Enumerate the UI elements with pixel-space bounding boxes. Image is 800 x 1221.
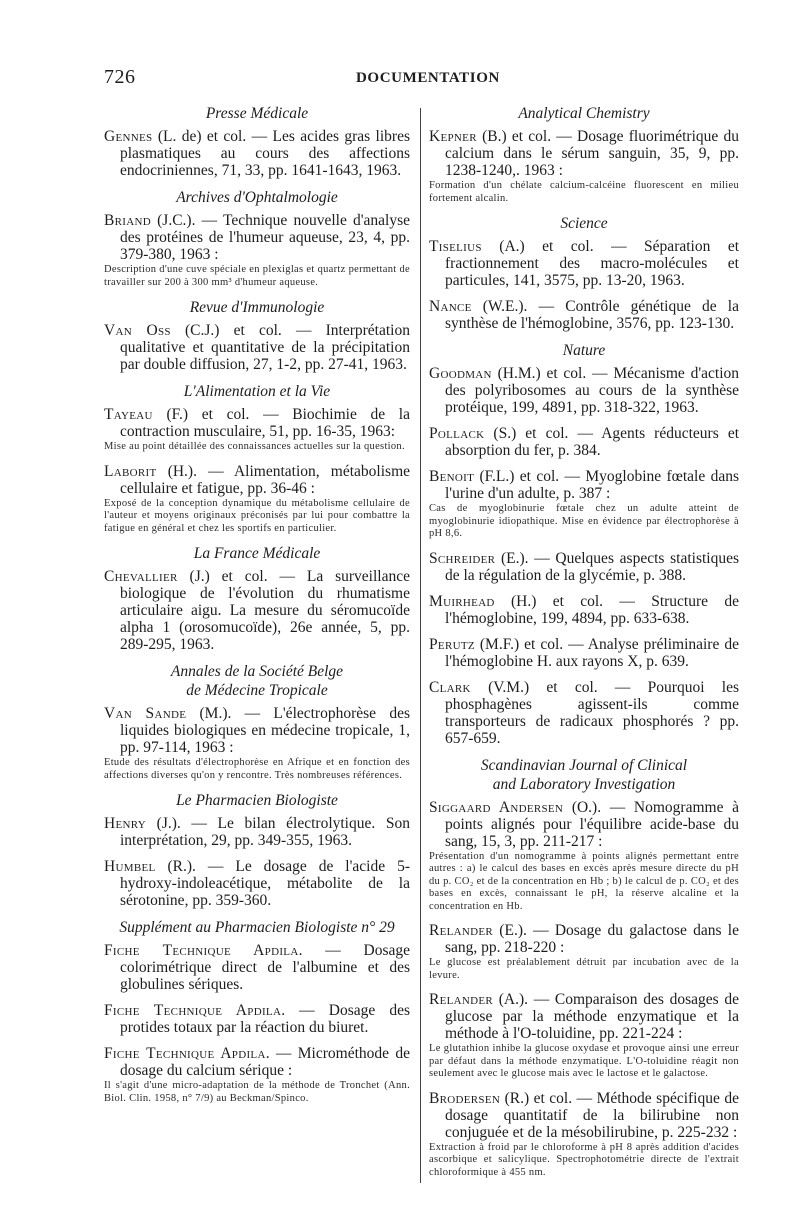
citation-text: (E.). — Dosage du galactose dans le sang, pp. 218-220 : <box>445 922 739 956</box>
bibliography-entry <box>429 636 739 670</box>
journal-title-line: Le Pharmacien Biologiste <box>176 792 338 809</box>
author-name: Nance <box>429 298 472 315</box>
bibliography-entry <box>429 365 739 416</box>
journal-title <box>429 104 739 123</box>
citation <box>429 922 739 956</box>
author-name: Van Oss <box>104 322 171 339</box>
journal-title <box>104 298 410 317</box>
author-name: Fiche Technique Apdila <box>104 942 299 959</box>
journal-title <box>104 104 410 123</box>
citation-text: (A.). — Comparaison des dosages de glucose par la méthode enzymatique et la méthode à l'O-toluidine, pp. 221-224 : <box>445 991 739 1042</box>
author-name: Fiche Technique Apdila <box>104 1002 282 1019</box>
author-name: Benoit <box>429 468 475 485</box>
journal-section <box>104 918 410 1105</box>
citation <box>429 238 739 289</box>
abstract-note: Le glucose est préalablement détruit par incubation avec de la levure. <box>429 957 739 981</box>
citation-text: (J.). — Le bilan électrolytique. Son interprétation, 29, pp. 349-355, 1963. <box>120 815 410 849</box>
bibliography-entry <box>429 593 739 627</box>
author-name: Siggaard Andersen <box>429 798 564 816</box>
bibliography-entry <box>104 322 410 373</box>
citation <box>429 799 739 850</box>
journal-section <box>429 756 739 1180</box>
author-name: Schreider <box>429 549 496 567</box>
journal-title-line: Analytical Chemistry <box>518 105 650 122</box>
citation <box>429 128 739 179</box>
citation-text: (E.). — Quelques aspects statistiques de la régulation de la glycémie, p. 388. <box>445 549 739 584</box>
bibliography-entry <box>429 799 739 914</box>
citation <box>429 550 739 584</box>
author-name: Fiche Technique Apdila <box>104 1045 266 1062</box>
citation-text: (R.). — Le dosage de l'acide 5-hydroxy-indoleacétique, métabolite de la sérotonine, pp. 359-360. <box>120 858 410 909</box>
author-name: Clark <box>429 678 471 696</box>
citation-text: (L. de) et col. — Les acides gras libres plasmatiques au cours des affections endocriniennes, 71, 33, pp. 1641-1643, 1963. <box>120 128 410 179</box>
journal-title-line: La France Médicale <box>193 545 321 562</box>
journal-title-line: Revue d'Immunologie <box>189 299 325 316</box>
bibliography-entry <box>429 425 739 459</box>
abstract-note: Extraction à froid par le chloroforme à pH 8 après addition d'acides ascorbique et salicylique. Spectrophotométrie directe de l'extrait chloroformique à 455 nm. <box>429 1141 739 1178</box>
journal-section <box>104 104 410 179</box>
bibliography-entry <box>104 1002 410 1036</box>
abstract-note: Le glutathion inhibe la glucose oxydase et provoque ainsi une erreur par défaut dans la méthode enzymatique. L'O-toluidine réagit non seulement avec le glucose mais avec le lactose et le galactose. <box>429 1043 739 1079</box>
citation-text: (J.) et col. — La surveillance biologique de l'évolution du rhumatisme articulaire aigu. La mesure du séromucoïde alpha 1 (orosomucoïde), 26e année, 5, pp. 289-295, 1963. <box>120 568 410 653</box>
journal-title-line: Annales de la Société Belge <box>170 663 344 680</box>
abstract-note: Etude des résultats d'électrophorèse en Afrique et en fonction des affections diverses qu'on y rencontre. Très nombreuses références. <box>104 757 410 781</box>
journal-section <box>429 104 739 205</box>
citation <box>429 636 739 670</box>
citation <box>429 1090 739 1141</box>
citation <box>429 468 739 502</box>
author-name: Relander <box>429 922 494 939</box>
bibliography-entry <box>429 991 739 1081</box>
citation <box>429 593 739 627</box>
author-name: Briand <box>104 212 151 229</box>
bibliography-entry <box>104 406 410 454</box>
citation <box>104 1002 410 1036</box>
bibliography-entry <box>104 212 410 289</box>
citation <box>104 1045 410 1079</box>
journal-title-line: Scandinavian Journal of Clinical <box>480 756 688 774</box>
citation-text: (W.E.). — Contrôle génétique de la synthèse de l'hémoglobine, 3576, pp. 123-130. <box>445 298 739 332</box>
journal-title-line: L'Alimentation et la Vie <box>183 383 331 400</box>
journal-title-line: Presse Médicale <box>205 105 309 122</box>
author-name: Pollack <box>429 425 485 442</box>
citation-text: (H.). — Alimentation, métabolisme cellulaire et fatigue, pp. 36-46 : <box>120 462 410 497</box>
citation <box>104 212 410 263</box>
author-name: Chevallier <box>104 568 178 585</box>
citation-text: (B.) et col. — Dosage fluorimétrique du calcium dans le sérum sanguin, 35, 9, pp. 1238-1240,. 1963 : <box>445 128 739 179</box>
citation-text: (J.C.). — Technique nouvelle d'analyse des protéines de l'humeur aqueuse, 23, 4, pp. 379-380, 1963 : <box>120 212 410 263</box>
citation-text: (A.) et col. — Séparation et fractionnement des macro-molécules et particules, 141, 3575, pp. 13-20, 1963. <box>445 238 739 289</box>
citation <box>429 365 739 416</box>
citation-text: . — Dosage des protides totaux par la réaction du biuret. <box>120 1002 410 1036</box>
author-name: Goodman <box>429 365 492 382</box>
author-name: Tiselius <box>429 238 482 255</box>
bibliography-entry <box>104 705 410 782</box>
citation-text: (S.) et col. — Agents réducteurs et absorption du fer, p. 384. <box>445 425 739 459</box>
journal-title-line: and Laboratory Investigation <box>492 775 676 793</box>
citation-text: (V.M.) et col. — Pourquoi les phosphagènes agissent-ils comme transporteurs de radicaux phosphorés ? pp. 657-659. <box>445 678 739 747</box>
journal-title <box>104 382 410 401</box>
journal-section <box>104 662 410 782</box>
author-name: Laborit <box>104 462 157 480</box>
author-name: Henry <box>104 815 147 832</box>
citation-text: (M.F.) et col. — Analyse préliminaire de l'hémoglobine H. aux rayons X, p. 639. <box>445 635 739 670</box>
bibliography-entry <box>104 815 410 849</box>
citation-text: (C.J.) et col. — Interprétation qualitative et quantitative de la précipitation par double diffusion, 27, 1-2, pp. 27-41, 1963. <box>120 322 410 373</box>
citation-text: (H.) et col. — Structure de l'hémoglobine, 199, 4894, pp. 633-638. <box>445 592 739 627</box>
journal-section <box>429 341 739 747</box>
journal-title <box>429 214 739 233</box>
citation-text: (M.). — L'électrophorèse des liquides biologiques en médecine tropicale, 1, pp. 97-114, 1963 : <box>120 705 410 756</box>
bibliography-entry <box>429 128 739 205</box>
journal-title <box>104 544 410 563</box>
author-name: Perutz <box>429 635 475 653</box>
journal-section <box>104 791 410 909</box>
citation <box>104 568 410 653</box>
journal-title <box>104 188 410 207</box>
bibliography-entry <box>104 858 410 909</box>
bibliography-entry <box>429 468 739 541</box>
author-name: Relander <box>429 991 494 1008</box>
right-column <box>429 104 739 1188</box>
citation <box>104 942 410 993</box>
journal-title-line: Science <box>560 215 608 232</box>
journal-title-line: Archives d'Ophtalmologie <box>176 189 338 206</box>
journal-title <box>104 791 410 810</box>
journal-section <box>104 298 410 373</box>
citation <box>104 858 410 909</box>
author-name: Humbel <box>104 858 156 875</box>
bibliography-entry <box>429 679 739 747</box>
author-name: Muirhead <box>429 592 495 610</box>
journal-title-line: Supplément au Pharmacien Biologiste n° 29 <box>119 919 395 936</box>
citation <box>429 991 739 1042</box>
abstract-note: Description d'une cuve spéciale en plexiglas et quartz permettant de travailler sur 200 à 300 mm³ d'humeur aqueuse. <box>104 264 410 288</box>
journal-title <box>429 756 739 794</box>
citation-text: . — Microméthode de dosage du calcium sérique : <box>120 1045 410 1079</box>
bibliography-entry <box>429 238 739 289</box>
bibliography-entry <box>429 550 739 584</box>
abstract-note: Cas de myoglobinurie fœtale chez un adulte atteint de myoglobinurie idiopathique. Mise en évidence par électrophorèse à pH 8,6. <box>429 503 739 539</box>
author-name: Van Sande <box>104 705 187 722</box>
citation-text: (O.). — Nomogramme à points alignés pour l'équilibre acide-base du sang, 15, 3, pp. 211-217 : <box>445 798 739 850</box>
citation <box>104 128 410 179</box>
journal-title <box>104 918 410 937</box>
journal-title <box>429 341 739 360</box>
citation <box>104 815 410 849</box>
left-column <box>104 104 410 1114</box>
citation-text: (F.) et col. — Biochimie de la contraction musculaire, 51, pp. 16-35, 1963: <box>120 406 410 440</box>
journal-section <box>104 544 410 653</box>
bibliography-entry <box>429 922 739 982</box>
journal-title-line: Nature <box>562 342 606 359</box>
bibliography-entry <box>104 463 410 536</box>
journal-section <box>429 214 739 332</box>
journal-section <box>104 382 410 535</box>
bibliography-entry <box>429 1090 739 1180</box>
page-number: 726 <box>104 66 136 88</box>
column-divider <box>420 108 421 1183</box>
citation <box>429 425 739 459</box>
bibliography-entry <box>429 298 739 332</box>
abstract-note: Exposé de la conception dynamique du métabolisme cellulaire de l'auteur et moyens originaux préconisés par lui pour combattre la fatigue en général et chez les sportifs en particulier. <box>104 497 410 534</box>
running-title: DOCUMENTATION <box>356 70 500 86</box>
author-name: Kepner <box>429 128 477 145</box>
journal-title-line: de Médecine Tropicale <box>186 682 328 699</box>
abstract-note: Il s'agit d'une micro-adaptation de la méthode de Tronchet (Ann. Biol. Clin. 1958, n° 7/9) au Beckman/Spinco. <box>104 1080 410 1104</box>
citation-text: (F.L.) et col. — Myoglobine fœtale dans l'urine d'un adulte, p. 387 : <box>445 468 739 502</box>
journal-section <box>104 188 410 289</box>
citation <box>104 463 410 497</box>
citation-text: (R.) et col. — Méthode spécifique de dosage quantitatif de la bilirubine non conjuguée et de la mésobilirubine, p. 225-232 : <box>445 1089 739 1141</box>
journal-title <box>104 662 410 700</box>
citation <box>104 705 410 756</box>
abstract-note: Présentation d'un nomogramme à points alignés permettant entre autres : a) le calcul des bases en excès après mesure directe du pH du p. CO₂ et de la concentration en Hb ; b) le calcul de p. CO₂ et des bases en excès, connaissant le pH, la réserve alcaline et la concentration en Hb. <box>429 850 739 912</box>
citation-text: (H.M.) et col. — Mécanisme d'action des polyribosomes au cours de la synthèse protéique, 199, 4891, pp. 318-322, 1963. <box>445 365 739 416</box>
citation-text: . — Dosage colorimétrique direct de l'albumine et des globulines sériques. <box>120 942 410 993</box>
author-name: Tayeau <box>104 406 153 423</box>
author-name: Gennes <box>104 128 153 145</box>
citation <box>104 406 410 440</box>
citation <box>429 298 739 332</box>
bibliography-entry <box>104 1045 410 1105</box>
author-name: Brodersen <box>429 1089 501 1107</box>
bibliography-entry <box>104 942 410 993</box>
citation <box>104 322 410 373</box>
bibliography-entry <box>104 128 410 179</box>
bibliography-entry <box>104 568 410 653</box>
citation <box>429 679 739 747</box>
abstract-note: Mise au point détaillée des connaissances actuelles sur la question. <box>104 441 405 452</box>
abstract-note: Formation d'un chélate calcium-calcéine fluorescent en milieu fortement alcalin. <box>429 180 739 204</box>
